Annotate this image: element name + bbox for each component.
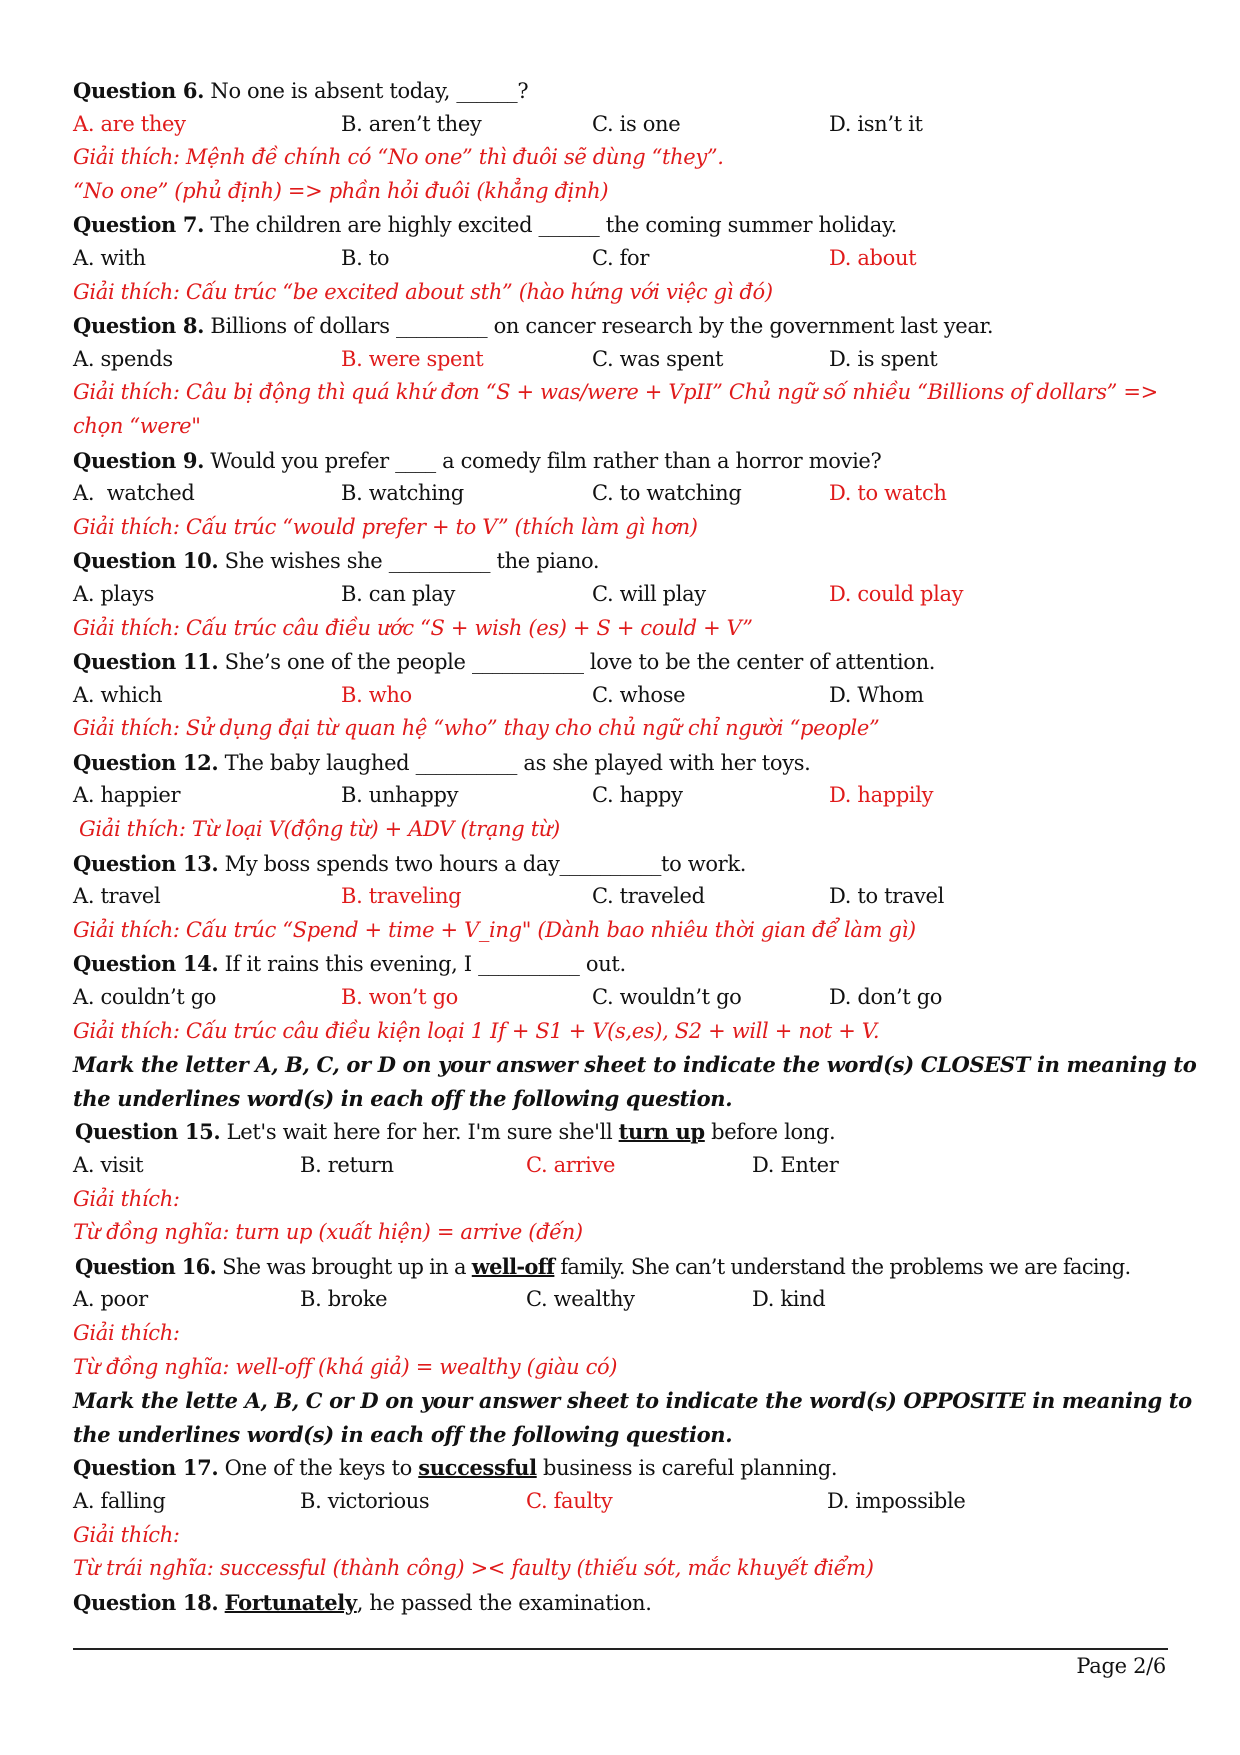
- explanation: “No one” (phủ định) => phần hỏi đuôi (khẳng định): [73, 178, 609, 203]
- option-a: A. watched: [73, 481, 195, 506]
- explanation: Giải thích: Câu bị động thì quá khứ đơn “S + was/were + VpII” Chủ ngữ số nhiều “Billions of dollars” =>: [73, 380, 1158, 405]
- question-15: [73, 1115, 1173, 1149]
- question-stem-end: before long.: [704, 1120, 836, 1145]
- option-b: B. can play: [341, 581, 455, 606]
- question-label: Question 13.: [73, 850, 219, 876]
- option-c: C. whose: [592, 682, 686, 707]
- question-stem: Let's wait here for her. I'm sure she'll: [220, 1120, 619, 1145]
- explanation: Giải thích: Từ loại V(động từ) + ADV (trạng từ): [79, 817, 560, 842]
- option-c: C. is one: [592, 111, 681, 136]
- explanation: Từ trái nghĩa: successful (thành công) >< faulty (thiếu sót, mắc khuyết điểm): [73, 1556, 874, 1581]
- option-b: B. watching: [341, 481, 464, 506]
- explanation: Giải thích:: [73, 1522, 180, 1547]
- explanation: Giải thích: Mệnh đề chính có “No one” thì đuôi sẽ dùng “they”.: [73, 145, 724, 170]
- options-row: [73, 108, 1173, 142]
- option-b: B. aren’t they: [341, 111, 482, 136]
- question-18: [73, 1586, 1173, 1620]
- option-c: C. arrive: [526, 1153, 616, 1177]
- option-d: D. to travel: [829, 884, 945, 909]
- option-a: A. which: [73, 682, 163, 707]
- options-row: [73, 880, 1173, 914]
- question-stem: She wishes she __________ the piano.: [218, 549, 600, 574]
- options-row: [73, 779, 1173, 813]
- option-d: D. about: [829, 245, 917, 270]
- option-a: A. happier: [73, 783, 181, 808]
- question-9: [73, 444, 1173, 478]
- option-d: D. isn’t it: [829, 111, 923, 136]
- option-d: D. is spent: [829, 346, 938, 371]
- underlined-word: successful: [418, 1455, 537, 1481]
- explanation: Từ đồng nghĩa: well-off (khá giả) = wealthy (giàu có): [73, 1354, 618, 1379]
- question-stem-end: family. She can’t understand the problems we are facing.: [554, 1254, 1131, 1279]
- option-b: B. who: [341, 682, 412, 707]
- question-label: Question 12.: [73, 749, 219, 775]
- option-c: C. will play: [592, 581, 706, 606]
- section-instruction: Mark the lette A, B, C or D on your answer sheet to indicate the word(s) OPPOSITE in meaning to: [73, 1388, 1192, 1414]
- explanation: Giải thích: Sử dụng đại từ quan hệ “who” thay cho chủ ngữ chỉ người “people”: [73, 716, 880, 741]
- option-b: B. broke: [300, 1287, 388, 1312]
- question-11: [73, 645, 1173, 679]
- question-stem: The children are highly excited ______ the coming summer holiday.: [204, 213, 897, 238]
- question-label: Question 11.: [73, 649, 219, 675]
- question-6: [73, 74, 1173, 108]
- option-d: D. don’t go: [829, 985, 943, 1010]
- option-b: B. to: [341, 245, 390, 270]
- section-instruction: Mark the letter A, B, C, or D on your answer sheet to indicate the word(s) CLOSEST in meaning to: [73, 1052, 1197, 1078]
- question-label: Question 10.: [73, 548, 219, 574]
- question-label: Question 6.: [73, 78, 205, 103]
- options-row: [73, 679, 1173, 713]
- question-label: Question 8.: [73, 313, 205, 339]
- option-b: B. won’t go: [341, 985, 458, 1010]
- question-label: Question 16.: [75, 1253, 217, 1279]
- explanation: Giải thích:: [73, 1320, 180, 1345]
- option-a: A. plays: [73, 581, 155, 606]
- option-c: C. wealthy: [526, 1287, 635, 1312]
- options-row: [73, 343, 1173, 377]
- option-a: A. are they: [73, 111, 186, 136]
- question-stem: She was brought up in a: [216, 1254, 472, 1279]
- option-c: C. was spent: [592, 346, 724, 371]
- options-row: [73, 1485, 1173, 1519]
- explanation: Giải thích: Cấu trúc câu điều ước “S + wish (es) + S + could + V”: [73, 615, 753, 640]
- question-label: Question 14.: [73, 951, 219, 977]
- explanation: Giải thích: Cấu trúc “would prefer + to V” (thích làm gì hơn): [73, 514, 698, 539]
- question-stem-end: business is careful planning.: [536, 1456, 838, 1481]
- option-a: A. couldn’t go: [73, 985, 217, 1010]
- question-stem: My boss spends two hours a day__________to work.: [218, 851, 747, 876]
- underlined-word: turn up: [618, 1119, 705, 1145]
- option-d: D. to watch: [829, 481, 947, 506]
- option-c: C. happy: [592, 783, 683, 808]
- question-label: Question 17.: [73, 1455, 219, 1481]
- explanation: Giải thích: Cấu trúc “Spend + time + V_ing" (Dành bao nhiêu thời gian để làm gì): [73, 917, 916, 942]
- option-b: B. unhappy: [341, 783, 459, 808]
- question-stem: Would you prefer ____ a comedy film rather than a horror movie?: [204, 448, 882, 473]
- option-b: B. return: [300, 1153, 394, 1177]
- explanation: Giải thích: Cấu trúc “be excited about sth” (hào hứng với việc gì đó): [73, 279, 773, 304]
- question-stem-end: , he passed the examination.: [356, 1590, 652, 1615]
- option-a: A. poor: [73, 1287, 148, 1312]
- question-stem: If it rains this evening, I __________ out.: [218, 952, 626, 977]
- underlined-word: Fortunately: [224, 1589, 357, 1615]
- options-row: [73, 981, 1173, 1015]
- underlined-word: well-off: [471, 1253, 555, 1279]
- question-stem: The baby laughed __________ as she played with her toys.: [218, 750, 811, 775]
- page-number: Page 2/6: [1076, 1654, 1166, 1678]
- document-page: [73, 74, 1197, 1619]
- option-d: D. Whom: [829, 682, 924, 707]
- option-d: D. Enter: [752, 1153, 839, 1177]
- option-c: C. to watching: [592, 481, 742, 506]
- question-7: [73, 208, 1173, 242]
- option-a: A. visit: [73, 1153, 144, 1177]
- question-label: Question 7.: [73, 212, 205, 238]
- explanation: Giải thích: Cấu trúc câu điều kiện loại 1 If + S1 + V(s,es), S2 + will + not + V.: [73, 1018, 880, 1043]
- question-17: [73, 1451, 1173, 1485]
- question-13: [73, 847, 1173, 881]
- options-row: [73, 1283, 1173, 1317]
- question-8: [73, 309, 1173, 343]
- option-b: B. traveling: [341, 884, 462, 909]
- section-instruction: the underlines word(s) in each off the following question.: [73, 1421, 733, 1447]
- question-stem: No one is absent today, ______?: [204, 79, 529, 103]
- section-instruction: the underlines word(s) in each off the following question.: [73, 1085, 733, 1111]
- explanation: Từ đồng nghĩa: turn up (xuất hiện) = arrive (đến): [73, 1220, 583, 1245]
- question-stem: Billions of dollars _________ on cancer research by the government last year.: [204, 314, 994, 339]
- options-row: [73, 242, 1173, 276]
- option-a: A. spends: [73, 346, 173, 371]
- option-b: B. victorious: [300, 1488, 430, 1513]
- option-a: A. travel: [73, 884, 161, 909]
- option-d: D. kind: [752, 1287, 826, 1312]
- footer-divider: [73, 1648, 1168, 1650]
- option-c: C. wouldn’t go: [592, 985, 742, 1010]
- question-stem: One of the keys to: [218, 1456, 419, 1481]
- option-a: A. with: [73, 245, 146, 270]
- question-14: [73, 947, 1173, 981]
- option-d: D. impossible: [827, 1488, 966, 1513]
- option-c: C. for: [592, 245, 650, 270]
- question-label: Question 9.: [73, 447, 205, 473]
- question-label: Question 18.: [73, 1589, 219, 1615]
- options-row: [73, 1149, 1173, 1183]
- option-d: D. happily: [829, 783, 934, 808]
- option-a: A. falling: [73, 1488, 166, 1513]
- question-stem: She’s one of the people ___________ love to be the center of attention.: [218, 650, 936, 675]
- option-b: B. were spent: [341, 346, 484, 371]
- question-12: [73, 746, 1173, 780]
- question-10: [73, 544, 1173, 578]
- options-row: [73, 578, 1173, 612]
- option-d: D. could play: [829, 581, 964, 606]
- options-row: [73, 477, 1173, 511]
- option-c: C. traveled: [592, 884, 705, 909]
- explanation: chọn “were": [73, 413, 201, 438]
- question-16: [73, 1250, 1173, 1284]
- option-c: C. faulty: [526, 1488, 613, 1513]
- explanation: Giải thích:: [73, 1186, 180, 1211]
- question-label: Question 15.: [75, 1119, 221, 1145]
